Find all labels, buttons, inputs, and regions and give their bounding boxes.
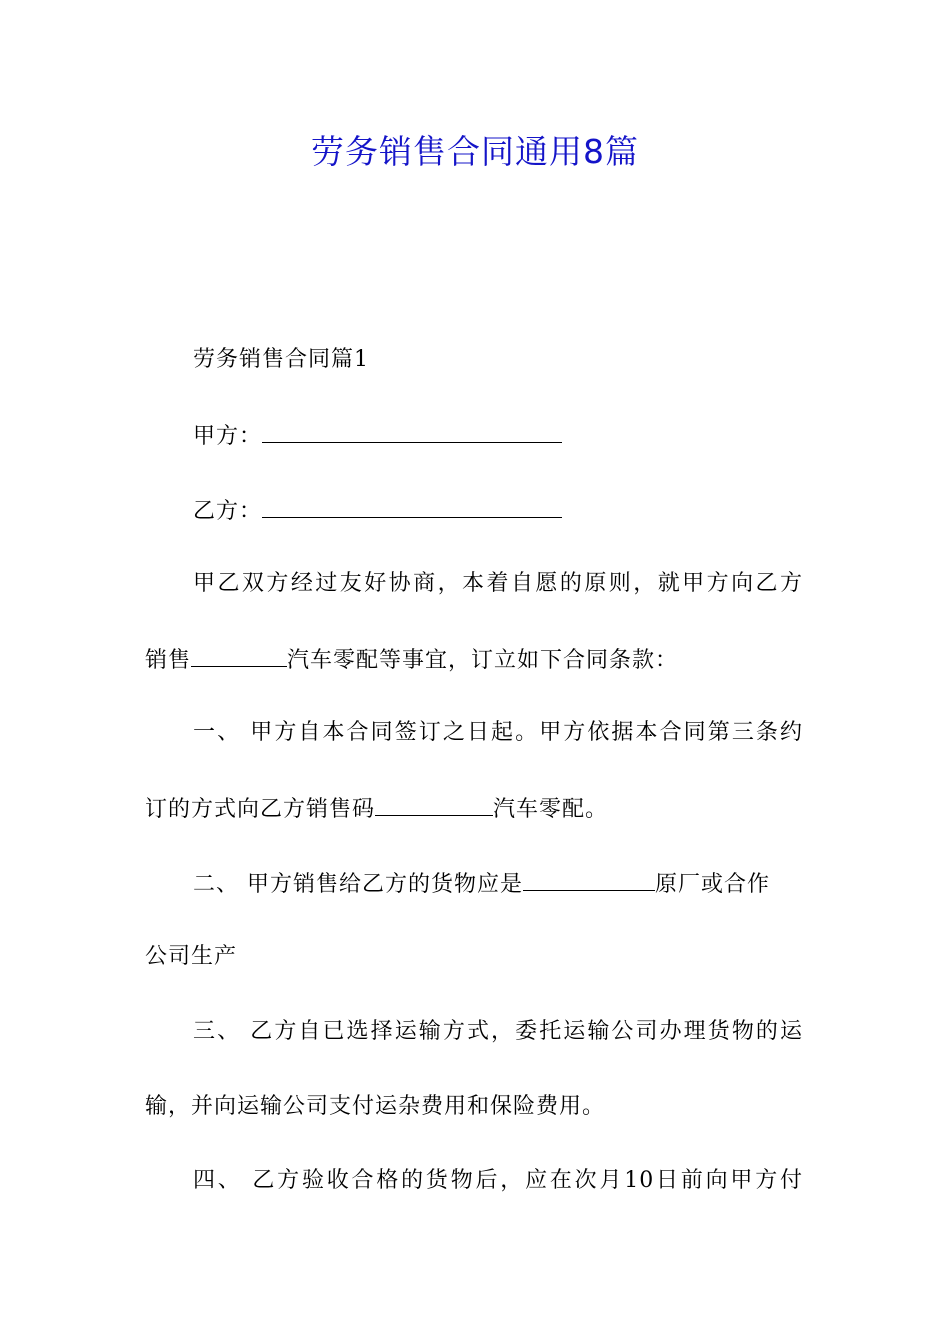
intro-text-pre: 销售 <box>145 648 192 673</box>
clause-1-text-post: 汽车零配。 <box>493 797 609 822</box>
clause-2-line-1 <box>193 868 770 900</box>
party-b-blank <box>262 495 562 518</box>
clause-4-line-1: 四、 乙方验收合格的货物后，应在次月10日前向甲方付 <box>193 1168 803 1193</box>
paragraph-intro-line-1: 甲乙双方经过友好协商，本着自愿的原则，就甲方向乙方 <box>193 571 803 596</box>
page-title: 劳务销售合同通用8篇 <box>311 132 639 171</box>
clause-3-line-1: 三、 乙方自已选择运输方式，委托运输公司办理货物的运 <box>193 1019 803 1044</box>
clause-2-text-post: 原厂或合作 <box>655 872 771 897</box>
party-b-label: 乙方： <box>193 499 263 524</box>
clause-1-line-1: 一、 甲方自本合同签订之日起。甲方依据本合同第三条约 <box>193 720 803 745</box>
clause-2-text-pre: 二、 甲方销售给乙方的货物应是 <box>193 872 523 897</box>
clause-1-blank <box>375 793 493 816</box>
paragraph-intro-line-2 <box>145 644 678 676</box>
clause-3-line-2: 输，并向运输公司支付运杂费用和保险费用。 <box>145 1094 606 1119</box>
party-a-label: 甲方： <box>193 424 263 449</box>
intro-blank <box>191 644 287 667</box>
intro-text-post: 汽车零配等事宜，订立如下合同条款： <box>287 648 679 673</box>
party-a-line <box>193 420 562 452</box>
party-a-blank <box>262 420 562 443</box>
clause-1-text-pre: 订的方式向乙方销售码 <box>145 797 376 822</box>
clause-2-blank <box>523 868 655 891</box>
clause-1-line-2 <box>145 793 608 825</box>
party-b-line <box>193 495 562 527</box>
section-heading: 劳务销售合同篇1 <box>193 347 369 372</box>
clause-2-line-2: 公司生产 <box>145 944 238 969</box>
